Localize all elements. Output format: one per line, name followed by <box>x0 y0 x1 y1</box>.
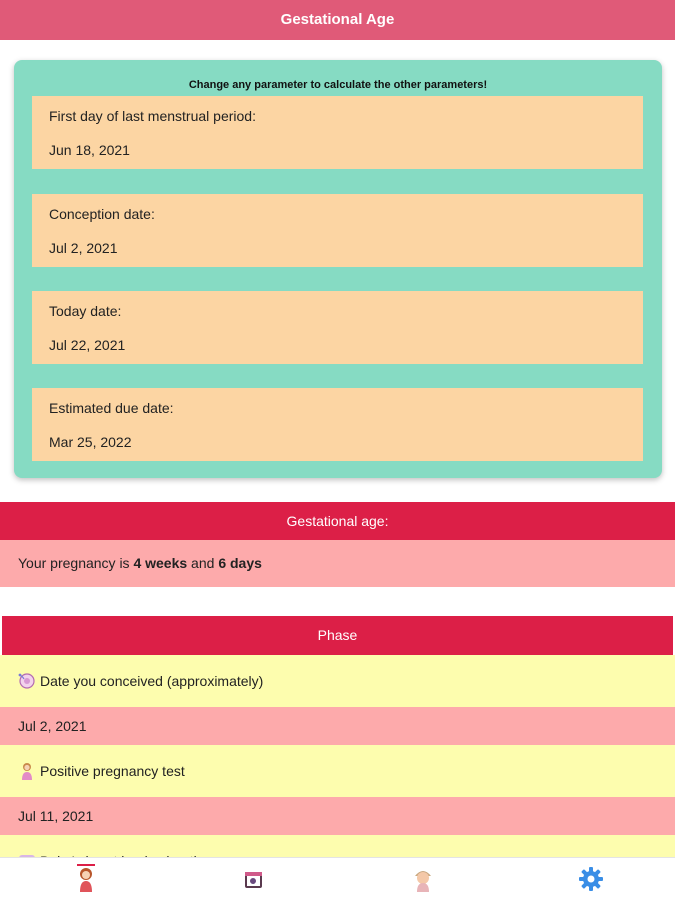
ga-days: 6 days <box>218 555 262 571</box>
sperm-egg-icon <box>18 659 36 677</box>
tab-settings[interactable] <box>576 864 606 894</box>
tab-baby[interactable] <box>408 864 438 894</box>
conception-date-label: Conception date: <box>49 206 155 222</box>
list-item <box>0 745 675 797</box>
bottom-tab-bar <box>0 857 675 901</box>
phase-list[interactable] <box>0 655 675 857</box>
phase-event-date: Jul 11, 2021 <box>18 808 94 824</box>
phase-event-label: Positive pregnancy test <box>40 763 185 779</box>
list-item <box>0 797 675 835</box>
lmp-date-field[interactable] <box>32 96 643 169</box>
today-date-value[interactable]: Jul 22, 2021 <box>49 337 126 353</box>
baby-icon <box>408 864 438 894</box>
phase-event-label: Date you conceived (approximately) <box>40 673 264 689</box>
phase-header: Phase <box>2 616 673 655</box>
calculator-hint: Change any parameter to calculate the other parameters! <box>188 79 488 91</box>
phase-event-date: Jul 2, 2021 <box>18 718 87 734</box>
due-date-field[interactable] <box>32 388 643 461</box>
ga-prefix: Your pregnancy is <box>18 555 134 571</box>
tab-calendar[interactable] <box>238 864 268 894</box>
tab-pregnancy[interactable] <box>71 864 101 894</box>
heartbeat-icon <box>18 839 36 857</box>
conception-date-field[interactable] <box>32 194 643 267</box>
calendar-icon <box>238 864 268 894</box>
gestational-age-header: Gestational age: <box>0 502 675 540</box>
ga-middle: and <box>187 555 219 571</box>
today-date-label: Today date: <box>49 303 122 319</box>
today-date-field[interactable] <box>32 291 643 364</box>
due-date-label: Estimated due date: <box>49 400 174 416</box>
due-date-value[interactable]: Mar 25, 2022 <box>49 434 132 450</box>
conception-date-value[interactable]: Jul 2, 2021 <box>49 240 118 256</box>
list-item <box>0 655 675 707</box>
calculator-card <box>14 60 662 478</box>
lmp-date-value[interactable]: Jun 18, 2021 <box>49 142 130 158</box>
gear-icon <box>576 864 606 894</box>
list-item <box>0 707 675 745</box>
pregnant-woman-icon <box>18 749 36 767</box>
pregnant-woman-icon <box>71 864 101 894</box>
ga-weeks: 4 weeks <box>133 555 188 571</box>
page-title: Gestational Age <box>0 0 675 40</box>
lmp-date-label: First day of last menstrual period: <box>49 108 256 124</box>
gestational-age-result <box>0 540 675 587</box>
